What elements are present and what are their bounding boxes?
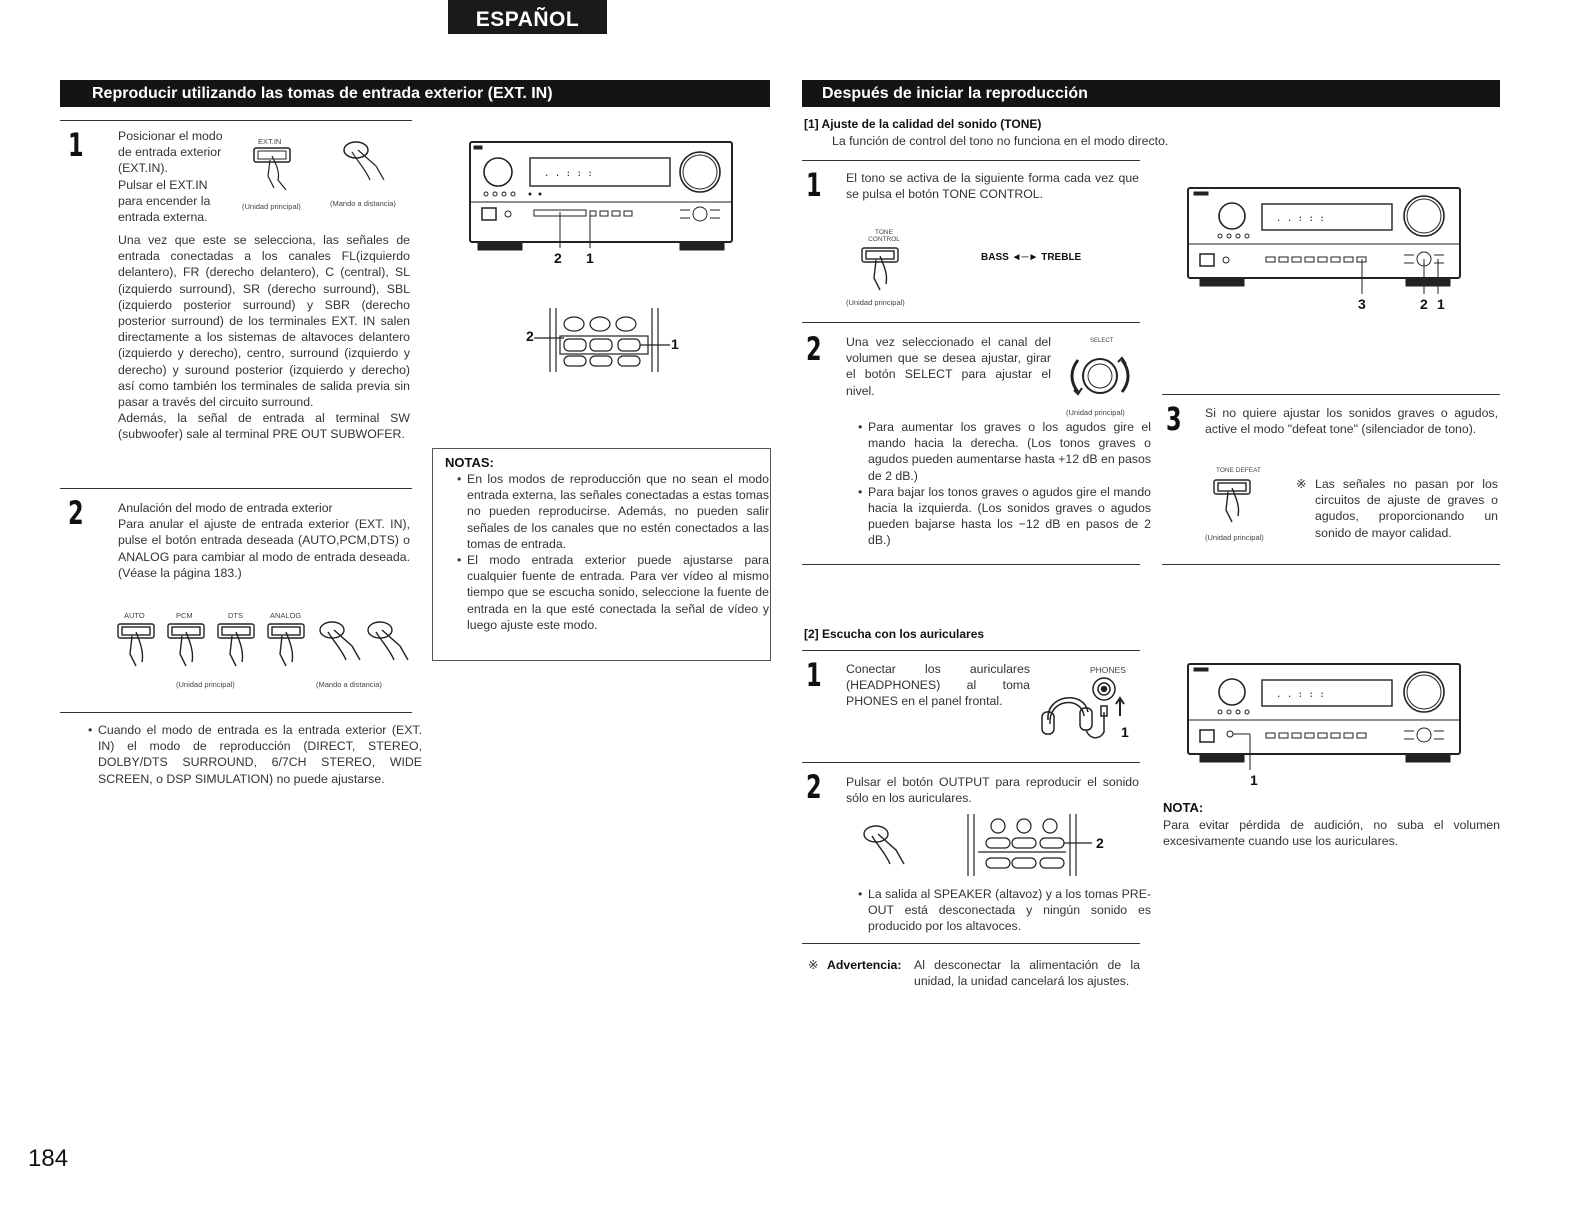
note-item: • En los modos de reproducción que no sean el modo entrada externa, las señales conectadas a estas tomas no pueden reproducirse. Además, no pueden salir señales de los canales que no estén conectados a las tomas de entrada. [467, 471, 769, 552]
caption-remote: (Mando a distancia) [316, 680, 382, 689]
footnote: • Cuando el modo de entrada es la entrada exterior (EXT. IN) el modo de reproducción (DIRECT, STEREO, DOLBY/DTS SURROUND, 6/7CH STEREO, WIDE SCREEN, o DSP SIMULATION) no puede ajustarse. [86, 722, 422, 787]
divider [802, 650, 1140, 651]
tone-intro: La función de control del tono no funciona en el modo directo. [832, 134, 1169, 148]
divider [802, 160, 1140, 161]
receiver-front-panel-icon [1186, 186, 1466, 294]
remote-control-icon [544, 308, 664, 372]
caption-main-unit: (Unidad principal) [846, 298, 905, 307]
button-label: EXT.IN [258, 137, 282, 146]
phones-label: PHONES [1090, 665, 1126, 675]
divider [60, 120, 412, 121]
button-label: TONE CONTROL [868, 229, 900, 243]
caption-main-unit: (Unidad principal) [1205, 533, 1264, 542]
right-section-title: Después de iniciar la reproducción [802, 80, 1500, 107]
tone-defeat-note: Las señales no pasan por los circuitos de ajuste de graves o agudos, proporcionando un sonido de mayor calidad. [1315, 477, 1498, 540]
step1-body: Una vez que este se selecciona, las señales de entrada conectadas a los canales FL(izquierdo delantero), FR (derecho delantero), C (central), SL (izquierdo surround), SR (derecho surround), SBL (izquierdo posterior surround) y SBR (derecho posterior surround) de los terminales EXT. IN salen directamente a los sistemas de altavoces delantero (izquierdo y derecho), centro, surround (izquierdo y derecho) y suround posterior (izquierdo y derecho) así como también los terminales de salida previa sin pasar a través del circuito surround. Además, la señal de entrada al terminal SW (subwoofer) sale al terminal PRE OUT SUBWOFER. [118, 233, 410, 442]
callout: 2 [1096, 835, 1104, 851]
divider [802, 564, 1140, 565]
caption-main-unit: (Unidad principal) [1066, 408, 1125, 417]
callout: 1 [1250, 772, 1258, 788]
note-item: • El modo entrada exterior puede ajustarse para cualquier fuente de entrada. Para ver vídeo al mismo tiempo que se escucha sonido, seleccione la fuente de entrada en la que esté conectada la señal de vídeo y luego ajuste este modo. [467, 552, 769, 633]
notes-list [455, 471, 769, 633]
divider [60, 488, 412, 489]
language-tab: ESPAÑOL [448, 0, 607, 34]
divider [1162, 394, 1500, 395]
button-label-pcm: PCM [176, 611, 193, 620]
callout: 1 [671, 336, 679, 352]
warning-label: Advertencia: [827, 958, 902, 972]
tone-step3-text: Si no quiere ajustar los sonidos graves o agudos, active el modo "defeat tone" (silenciador de tono). [1205, 406, 1498, 437]
headphones-step1-text: Conectar los auriculares (HEADPHONES) al toma PHONES en el panel frontal. [846, 662, 1030, 709]
notes-title: NOTAS: [445, 455, 494, 470]
callout: 3 [1358, 296, 1366, 312]
callout: 1 [1121, 724, 1129, 740]
remote-finger-icon [860, 824, 914, 872]
step-number: 2 [806, 768, 822, 806]
warning-mark: ※ [808, 958, 819, 972]
button-label-dts: DTS [228, 611, 243, 620]
step-number: 1 [68, 126, 84, 164]
warning-text: Al desconectar la alimentación de la unidad, la unidad cancelará los ajustes. [914, 958, 1140, 989]
button-label-auto: AUTO [124, 611, 145, 620]
input-buttons-icon [114, 620, 414, 676]
tone-step1-text: El tono se activa de la siguiente forma cada vez que se pulsa el botón TONE CONTROL. [846, 171, 1139, 202]
step2-text: Anulación del modo de entrada exterior Para anular el ajuste de entrada exterior (EXT. IN), pulse el botón entrada deseada (AUTO,PCM,DTS) o ANALOG para cambiar al modo de entrada deseada. (Véase la página 183.) [118, 501, 410, 580]
svg-text:. . : : :: . . : : : [1276, 690, 1325, 700]
select-knob-icon [1066, 350, 1136, 402]
callout: 2 [1420, 296, 1428, 312]
step-number: 1 [806, 166, 822, 204]
remote-finger-icon [340, 140, 390, 190]
caption-remote: (Mando a distancia) [330, 199, 396, 208]
tone-step2-bullets: • Para aumentar los graves o los agudos gire el mando hacia la derecha. (Los tonos graves o agudos pueden aumentarse hasta +12 dB en pasos de 2 dB.) • Para bajar los tonos graves o agudos gire el mando hacia la izquierda. (Los sonidos graves o agudos pueden bajarse hasta los −12 dB en pasos de 2 dB.) [856, 419, 1151, 549]
divider [1162, 564, 1500, 565]
callout: 1 [586, 250, 594, 266]
callout: 1 [1437, 296, 1445, 312]
nota-title: NOTA: [1163, 800, 1204, 815]
headphones-step2-bullet: • La salida al SPEAKER (altavoz) y a los tomas PRE-OUT está desconectada y ningún sonido es producido por los altavoces. [856, 886, 1151, 935]
receiver-front-panel-icon [1186, 662, 1466, 770]
svg-text:. . : : :: . . : : : [544, 169, 593, 179]
callout: 2 [554, 250, 562, 266]
note-mark: ※ [1296, 477, 1307, 491]
step-number: 2 [68, 494, 84, 532]
step-number: 2 [806, 330, 822, 368]
divider [60, 712, 412, 713]
divider [802, 322, 1140, 323]
divider [802, 943, 1140, 944]
page-number: 184 [28, 1145, 69, 1172]
step-number: 1 [806, 656, 822, 694]
step-number: 3 [1166, 400, 1182, 438]
button-label-analog: ANALOG [270, 611, 302, 620]
left-section-title: Reproducir utilizando las tomas de entrada exterior (EXT. IN) [60, 80, 770, 107]
knob-label: SELECT [1090, 338, 1114, 344]
nota-text: Para evitar pérdida de audición, no suba el volumen excesivamente cuando use los auriculares. [1163, 818, 1500, 849]
divider [802, 762, 1140, 763]
tone-sequence: BASS ◄─► TREBLE [981, 252, 1082, 263]
step1-intro: Posicionar el modo de entrada exterior (EXT.IN). Pulsar el EXT.IN para encender la entrada externa. [118, 129, 223, 225]
remote-control-icon [964, 814, 1094, 876]
svg-text:. . : : :: . . : : : [1276, 214, 1325, 224]
headphones-step2-text: Pulsar el botón OUTPUT para reproducir el sonido sólo en los auriculares. [846, 775, 1139, 806]
subsection-title-headphones: [2] Escucha con los auriculares [804, 627, 985, 641]
receiver-front-panel-icon [468, 140, 738, 260]
caption-main-unit: (Unidad principal) [242, 202, 301, 211]
callout: 2 [526, 328, 534, 344]
caption-main-unit: (Unidad principal) [176, 680, 235, 689]
ext-in-button-icon [250, 146, 300, 196]
headphones-icon [1040, 676, 1130, 750]
tone-control-button-icon [860, 246, 910, 298]
button-label: TONE DEFEAT [1216, 467, 1261, 474]
subsection-title-tone: [1] Ajuste de la calidad del sonido (TONE) [804, 117, 1042, 131]
tone-defeat-button-icon [1212, 478, 1262, 530]
tone-step2-text: Una vez seleccionado el canal del volumen que se desea ajustar, girar el botón SELECT para ajustar el nivel. [846, 335, 1051, 398]
